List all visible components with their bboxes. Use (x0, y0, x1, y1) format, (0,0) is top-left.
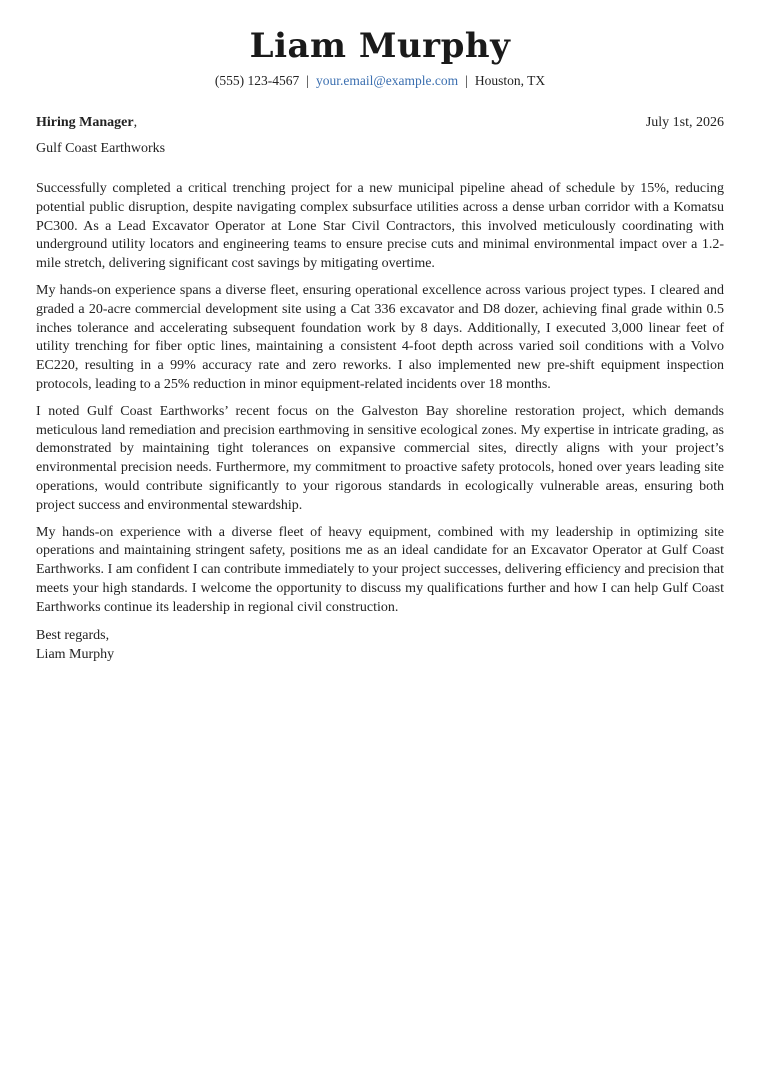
paragraph-4: My hands-on experience with a diverse fleet of heavy equipment, combined with my leadership in optimizing site operations and maintaining stringent safety, positions me as an ideal candidate for an Excavator Operator at Gulf Coast Earthworks. I am confident I can contribute immediately to your project successes, delivering efficiency and precision that meets your high standards. I welcome the opportunity to discuss my qualifications further and how I can help Gulf Coast Earthworks continue its leadership in regional civil construction. (36, 524, 724, 615)
paragraph-1: Successfully completed a critical trenching project for a new municipal pipeline ahead of schedule by 15%, reducing potential public disruption, despite navigating complex subsurface utilities across a dense urban corridor with a Komatsu PC300. As a Lead Excavator Operator at Lone Star Civil Contractors, this involved meticulously coordinating with underground utility locators and engineering teams to ensure precise cuts and minimal environmental impact over a 1.2-mile stretch, delivering significant cost savings by mitigating overtime. (36, 181, 724, 272)
recipient-block (36, 115, 724, 157)
sign-off: Best regards, (36, 627, 110, 643)
contact-separator: | (465, 73, 468, 88)
signature-name: Liam Murphy (36, 646, 115, 662)
letter-date: July 1st, 2026 (645, 115, 724, 130)
contact-separator: | (306, 73, 309, 88)
letter-body (36, 180, 724, 664)
applicant-name: Liam Murphy (249, 26, 511, 66)
paragraph-3: I noted Gulf Coast Earthworks’ recent focus on the Galveston Bay shoreline restoration project, which demands meticulous land remediation and precision earthmoving in sensitive ecological zones. My expertise in intricate grading, as demonstrated by maintaining tight tolerances on expansive commercial sites, directly aligns with your project’s environmental precision needs. Furthermore, my commitment to proactive safety protocols, honed over years leading site operations, would contribute significantly to your rigorous standards in ecologically vulnerable areas, ensuring both project success and environmental stewardship. (36, 403, 724, 513)
paragraph-2: My hands-on experience spans a diverse fleet, ensuring operational excellence across various project types. I cleared and graded a 20-acre commercial development site using a Cat 336 excavator and D8 dozer, achieving final grade within 0.5 inches tolerance and accelerating subsequent foundation work by 8 days. Additionally, I executed 3,000 linear feet of utility trenching for fiber optic lines, maintaining a consistent 4-foot depth across varied soil conditions with a Volvo EC220, resulting in a 99% accuracy rate and zero reworks. I also implemented new pre-shift equipment inspection protocols, leading to a 25% reduction in minor equipment-related incidents over 18 months. (36, 282, 724, 392)
phone-number: (555) 123-4567 (214, 73, 300, 88)
location: Houston, TX (474, 73, 546, 88)
contact-line (0, 73, 760, 89)
company-name: Gulf Coast Earthworks (36, 141, 166, 156)
email-link[interactable]: your.email@example.com (315, 73, 459, 88)
salutation-comma: , (133, 115, 138, 130)
closing-block (36, 626, 724, 664)
salutation (36, 115, 137, 135)
salutation-name: Hiring Manager (36, 115, 134, 130)
